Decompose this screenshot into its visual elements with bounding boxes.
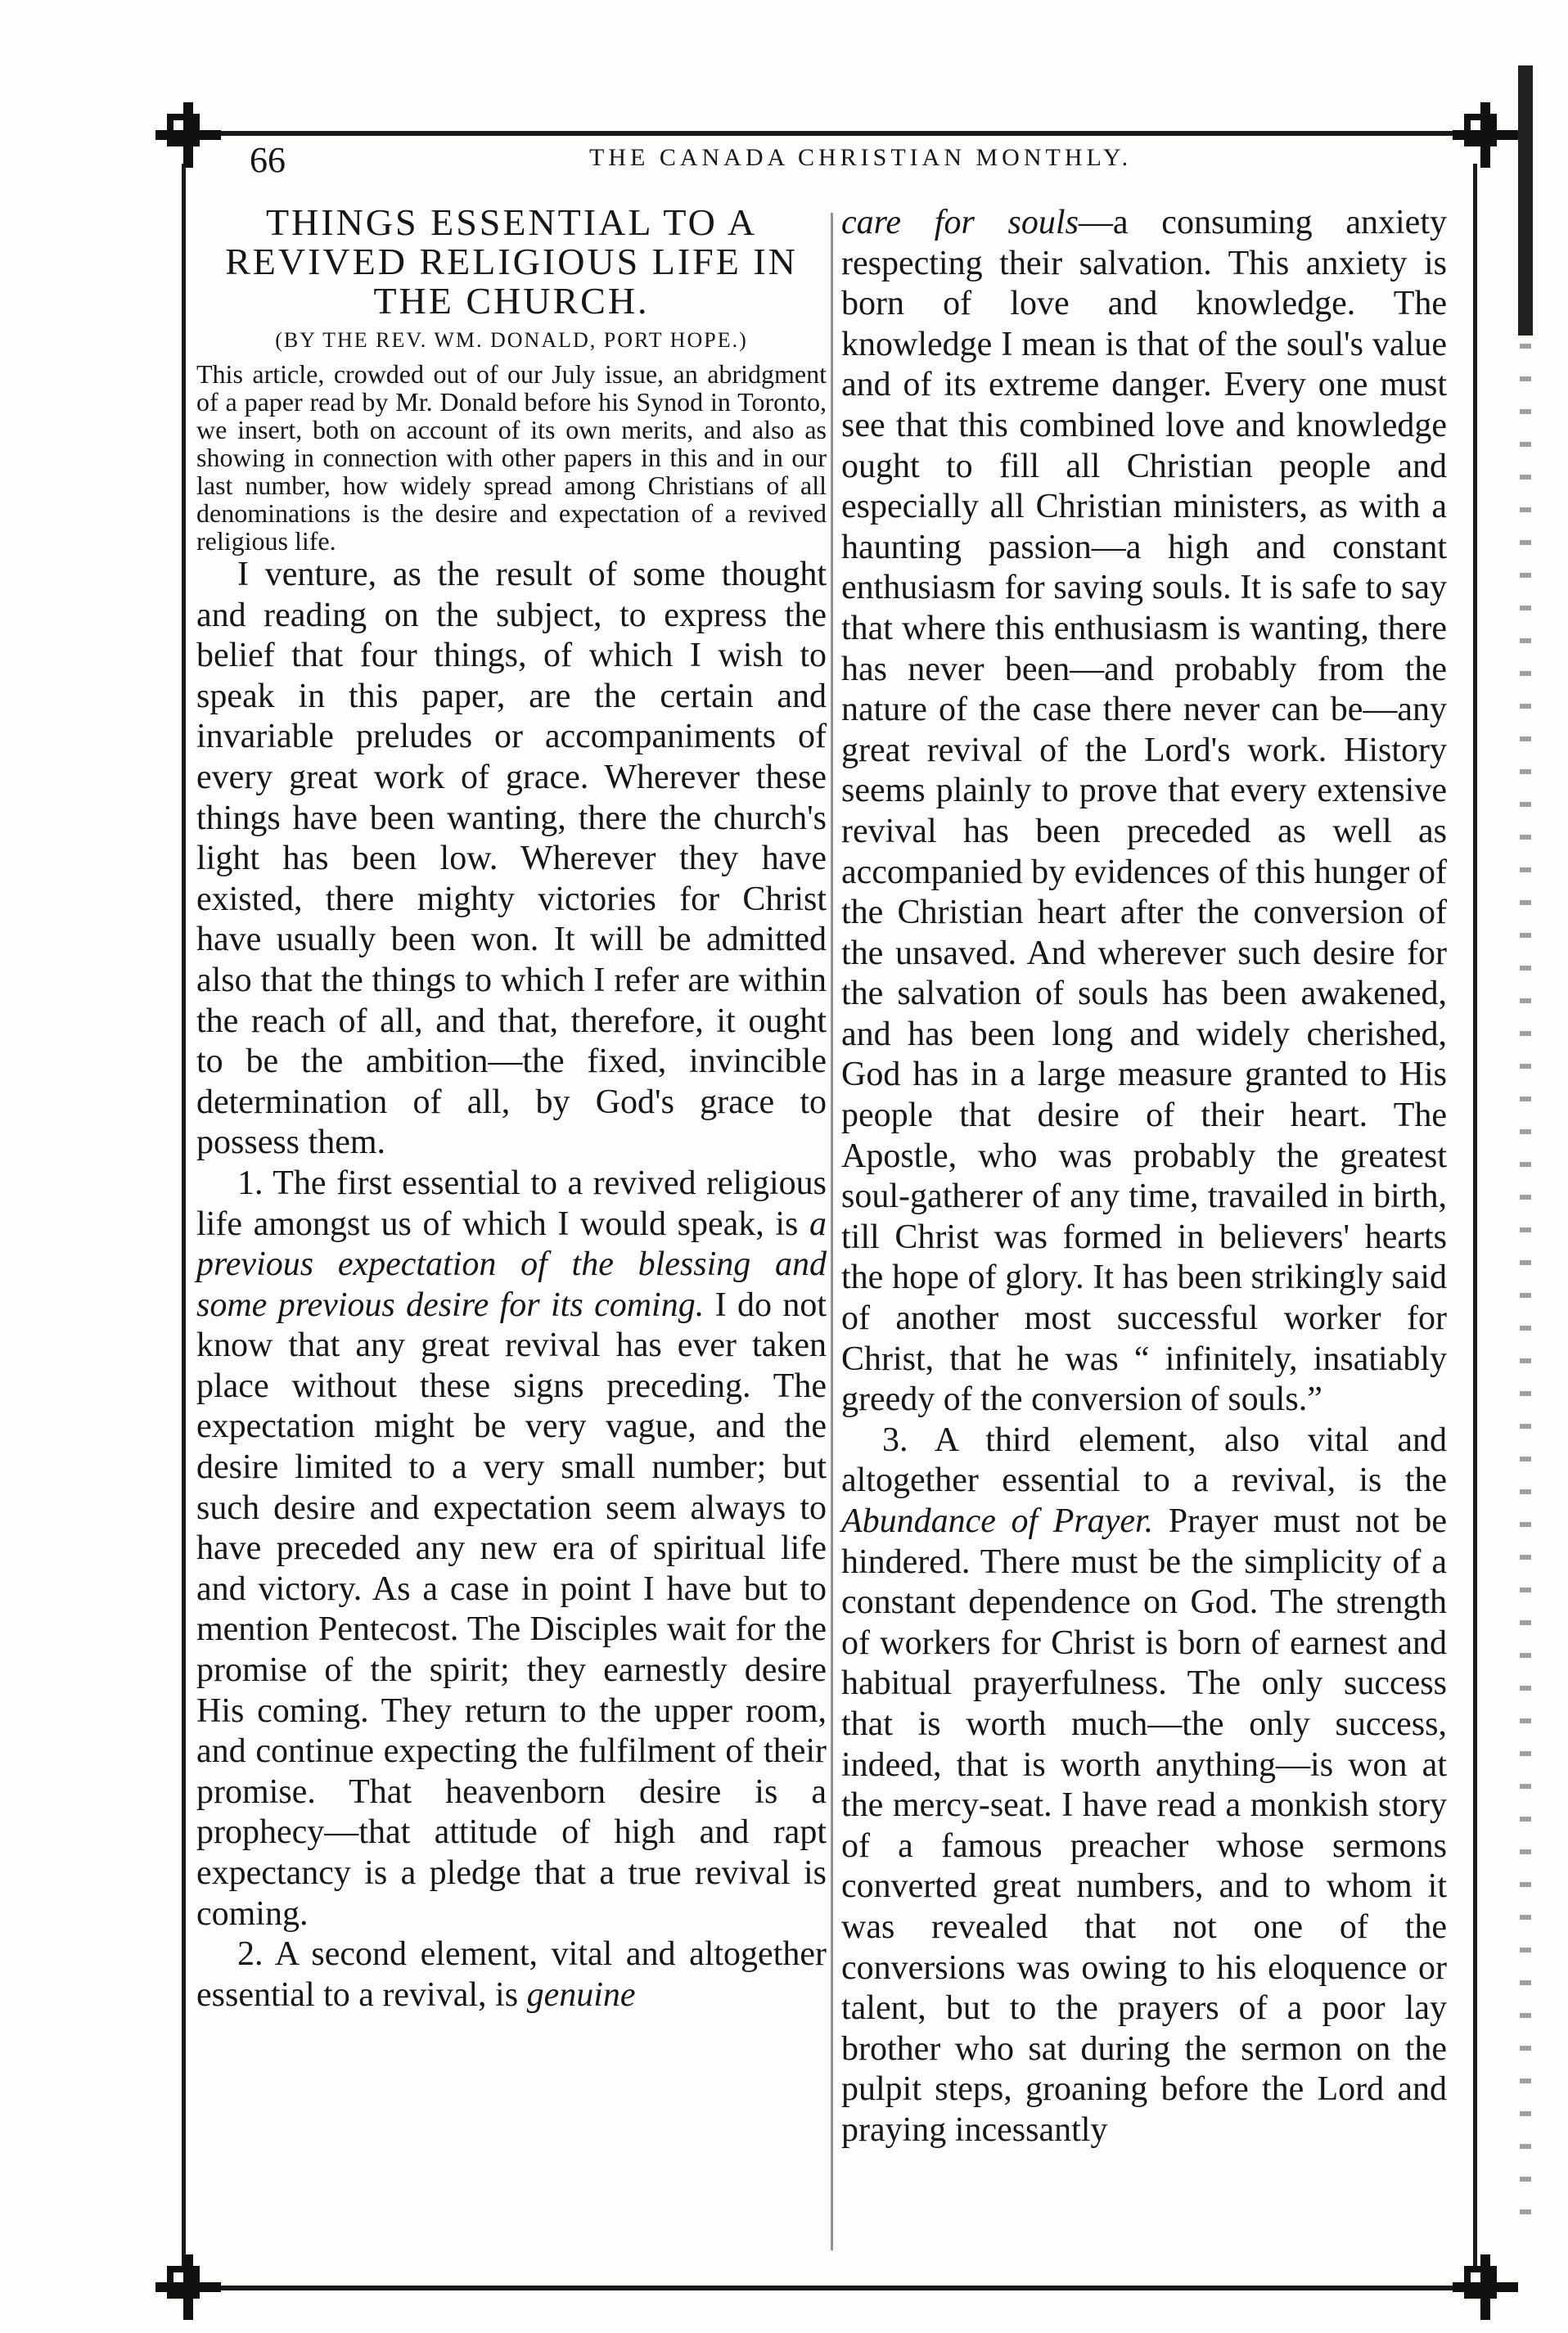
scan-edge-marks bbox=[1510, 65, 1543, 2275]
paragraph-text: Prayer must not be hindered. There must be the simplicity of a constant dependence on God. The strength of workers for Christ is born of earnest and habitual prayerfulness. The only success that is worth much—the only success, indeed, that is worth anything—is won at the mercy-seat. I have read a monkish story of a famous preacher whose sermons converted great numbers, and to whom it was revealed that not one of the conversions was owing to his eloquence or talent, but to the prayers of a poor lay brother who sat during the sermon on the pulpit steps, groaning before the Lord and praying incessantly bbox=[841, 1502, 1448, 2149]
paragraph-text: 1. The first essential to a revived religious life amongst us of which I would speak, is bbox=[196, 1164, 827, 1243]
left-column bbox=[196, 203, 827, 2015]
emphasis-text: genuine bbox=[526, 1975, 636, 2014]
paragraph-text: 3. A third element, also vital and altogether essential to a revival, is the bbox=[841, 1421, 1447, 1500]
paragraph-text: 2. A second element, vital and altogether essential to a revival, is bbox=[196, 1935, 827, 2014]
paragraph bbox=[196, 1164, 827, 1934]
bottom-border-rule bbox=[205, 2286, 1489, 2290]
top-border-rule bbox=[205, 131, 1489, 136]
left-border-rule bbox=[182, 164, 186, 2267]
corner-ornament-top-left bbox=[155, 102, 221, 168]
page-number: 66 bbox=[250, 140, 286, 180]
right-border-rule bbox=[1473, 164, 1477, 2267]
article-title: THINGS ESSENTIAL TO A REVIVED RELIGIOUS LIFE IN THE CHURCH. bbox=[225, 201, 798, 322]
right-column bbox=[841, 203, 1447, 2151]
paragraph bbox=[196, 1934, 827, 2015]
paragraph bbox=[841, 203, 1447, 1421]
paragraph-text: —a consuming anxiety respecting their salvation. This anxiety is born of love and knowledge. The knowledge I mean is that of the soul's value and of its extreme danger. Every one must see that this combined love and knowledge ought to fill all Christian people and especially all Christian ministers, as with a haunting passion—a high and constant enthusiasm for saving souls. It is safe to say that where this enthusiasm is wanting, there has never been—and probably from the nature of the case there never can be—any great revival of the Lord's work. History seems plainly to prove that every extensive revival has been preceded as well as accompanied by evidences of this hunger of the Christian heart after the conversion of the unsaved. And wherever such desire for the salvation of souls has been awakened, and has been long and widely cherished, God has in a large measure granted to His people that desire of their heart. The Apostle, who was probably the greatest soul-gatherer of any time, travailed in birth, till Christ was formed in believers' hearts the hope of glory. It has been strikingly said of another most successful worker for Christ, that he was “ infinitely, insatiably greedy of the conversion of souls.” bbox=[841, 204, 1447, 1419]
running-head: THE CANADA CHRISTIAN MONTHLY. bbox=[589, 144, 1133, 171]
paragraph bbox=[841, 1421, 1447, 2151]
editorial-intro: This article, crowded out of our July issue, an abridgment of a paper read by Mr. Donald before his Synod in Toronto, we insert, both on account of its own merits, and also as showing in connection with other papers in this and in our last number, how widely spread among Christians of all denominations is the desire and expectation of a revived religious life. bbox=[196, 359, 827, 556]
corner-ornament-bottom-left bbox=[155, 2254, 221, 2320]
paragraph-text: I do not know that any great revival has ever taken place without these signs preceding. The expectation might be very vague, and the desire limited to a very small number; but such desire and expectation seem always to have preceded any new era of spiritual life and victory. As a case in point I have but to mention Pentecost. The Disciples wait for the promise of the spirit; they earnestly desire His coming. They return to the upper room, and continue expecting the fulfilment of their promise. That heavenborn desire is a prophecy—that attitude of high and rapt expectancy is a pledge that a true revival is coming. bbox=[196, 1286, 827, 1933]
corner-ornament-top-right bbox=[1453, 102, 1518, 168]
paragraph: I venture, as the result of some thought and reading on the subject, to express the belief that four things, of which I wish to speak in this paper, are the certain and invariable preludes or accompaniments of every great work of grace. Wherever these things have been wanting, there the church's light has been low. Wherever they have existed, there mighty victories for Christ have usually been won. It will be admitted also that the things to which I refer are within the reach of all, and that, therefore, it ought to be the ambition—the fixed, invincible determination of all, by God's grace to possess them. bbox=[196, 556, 827, 1162]
emphasis-text: Abundance of Prayer. bbox=[841, 1502, 1154, 1540]
column-divider bbox=[831, 213, 833, 2250]
emphasis-text: care for souls bbox=[841, 204, 1079, 241]
corner-ornament-bottom-right bbox=[1453, 2254, 1518, 2320]
article-byline: (BY THE REV. WM. DONALD, PORT HOPE.) bbox=[275, 328, 748, 352]
emphasis-text: a previous expectation of the blessing and some previous desire for its coming. bbox=[196, 1205, 827, 1324]
